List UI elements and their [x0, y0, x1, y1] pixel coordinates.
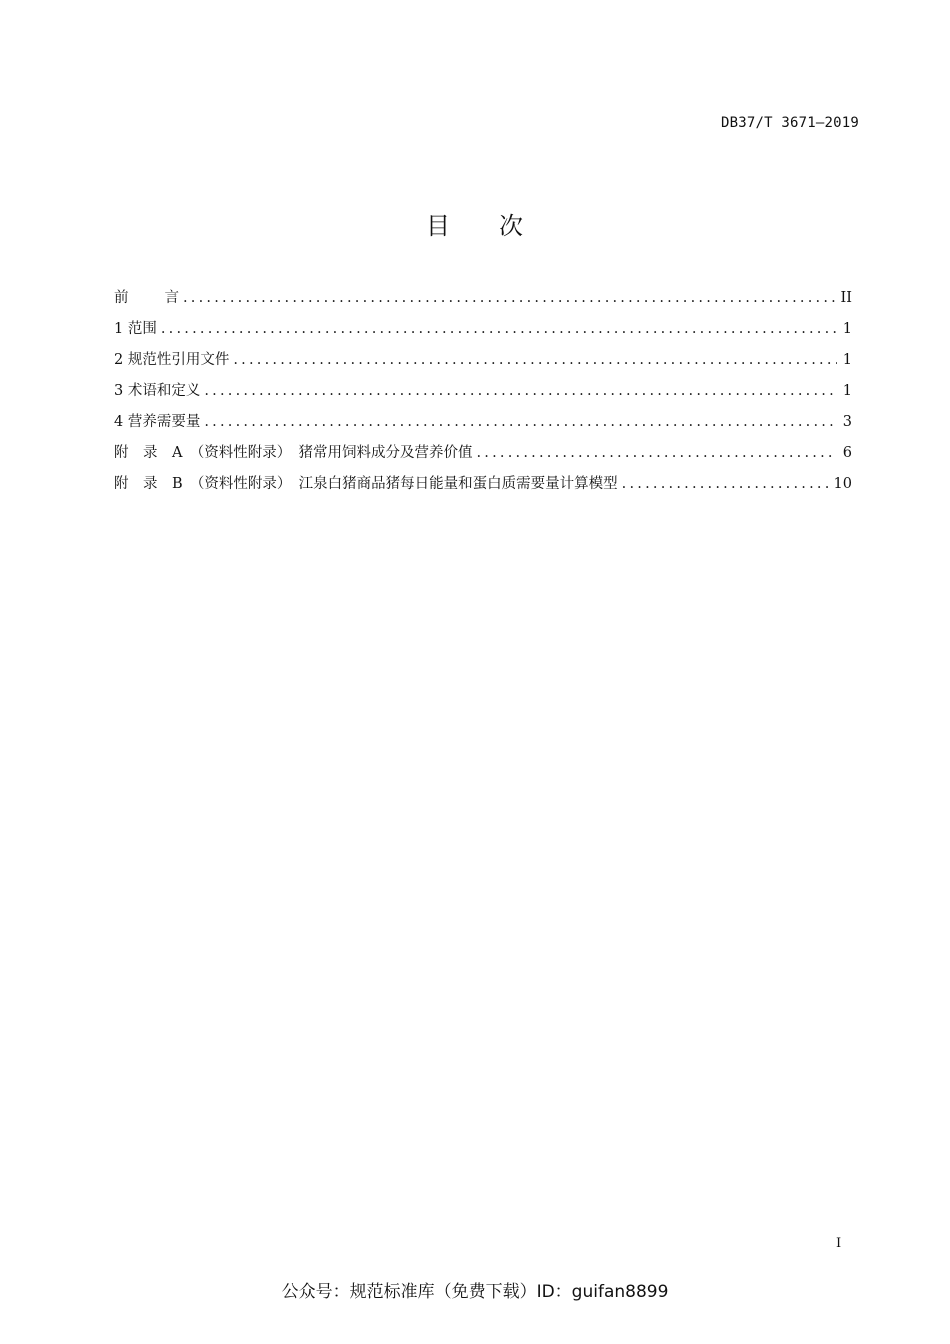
toc-entry-appendix-a[interactable]	[114, 441, 852, 472]
toc-entry-page: 10	[833, 476, 852, 492]
document-code: DB37/T 3671—2019	[720, 115, 859, 131]
watermark-footer: 公众号：规范标准库（免费下载）ID：guifan8899	[281, 1282, 669, 1302]
toc-leader-dots	[622, 476, 828, 492]
toc-entry-scope[interactable]	[114, 317, 852, 348]
toc-entry-page: 3	[842, 414, 852, 430]
toc-entry-appendix-b[interactable]	[114, 472, 852, 503]
toc-entry-page: 1	[842, 321, 852, 337]
toc-entry-label: 4 营养需要量	[114, 414, 201, 430]
toc-entry-nutrient-requirements[interactable]	[114, 410, 852, 441]
toc-list	[114, 286, 852, 503]
toc-entry-label: 附 录 A （资料性附录） 猪常用饲料成分及营养价值	[114, 445, 473, 461]
toc-leader-dots	[204, 383, 836, 399]
toc-entry-normative-references[interactable]	[114, 348, 852, 379]
toc-title-part1: 目	[426, 212, 451, 240]
toc-leader-dots	[161, 321, 837, 337]
toc-leader-dots	[183, 290, 835, 306]
toc-entry-terms-definitions[interactable]	[114, 379, 852, 410]
toc-leader-dots	[233, 352, 836, 368]
page-number: I	[836, 1236, 842, 1251]
toc-entry-page: 1	[842, 383, 852, 399]
toc-entry-page: 6	[842, 445, 852, 461]
toc-leader-dots	[476, 445, 836, 461]
toc-entry-label: 3 术语和定义	[114, 383, 201, 399]
toc-entry-label: 2 规范性引用文件	[114, 352, 230, 368]
toc-title	[0, 206, 950, 241]
toc-entry-label: 附 录 B （资料性附录） 江泉白猪商品猪每日能量和蛋白质需要量计算模型	[114, 476, 618, 492]
toc-entry-label: 1 范围	[114, 321, 157, 337]
toc-entry-foreword[interactable]	[114, 286, 852, 317]
toc-title-part2: 次	[499, 212, 524, 240]
toc-entry-label: 前 言	[114, 290, 179, 306]
toc-entry-page: 1	[842, 352, 852, 368]
toc-leader-dots	[204, 414, 836, 430]
toc-entry-page: II	[840, 290, 852, 306]
